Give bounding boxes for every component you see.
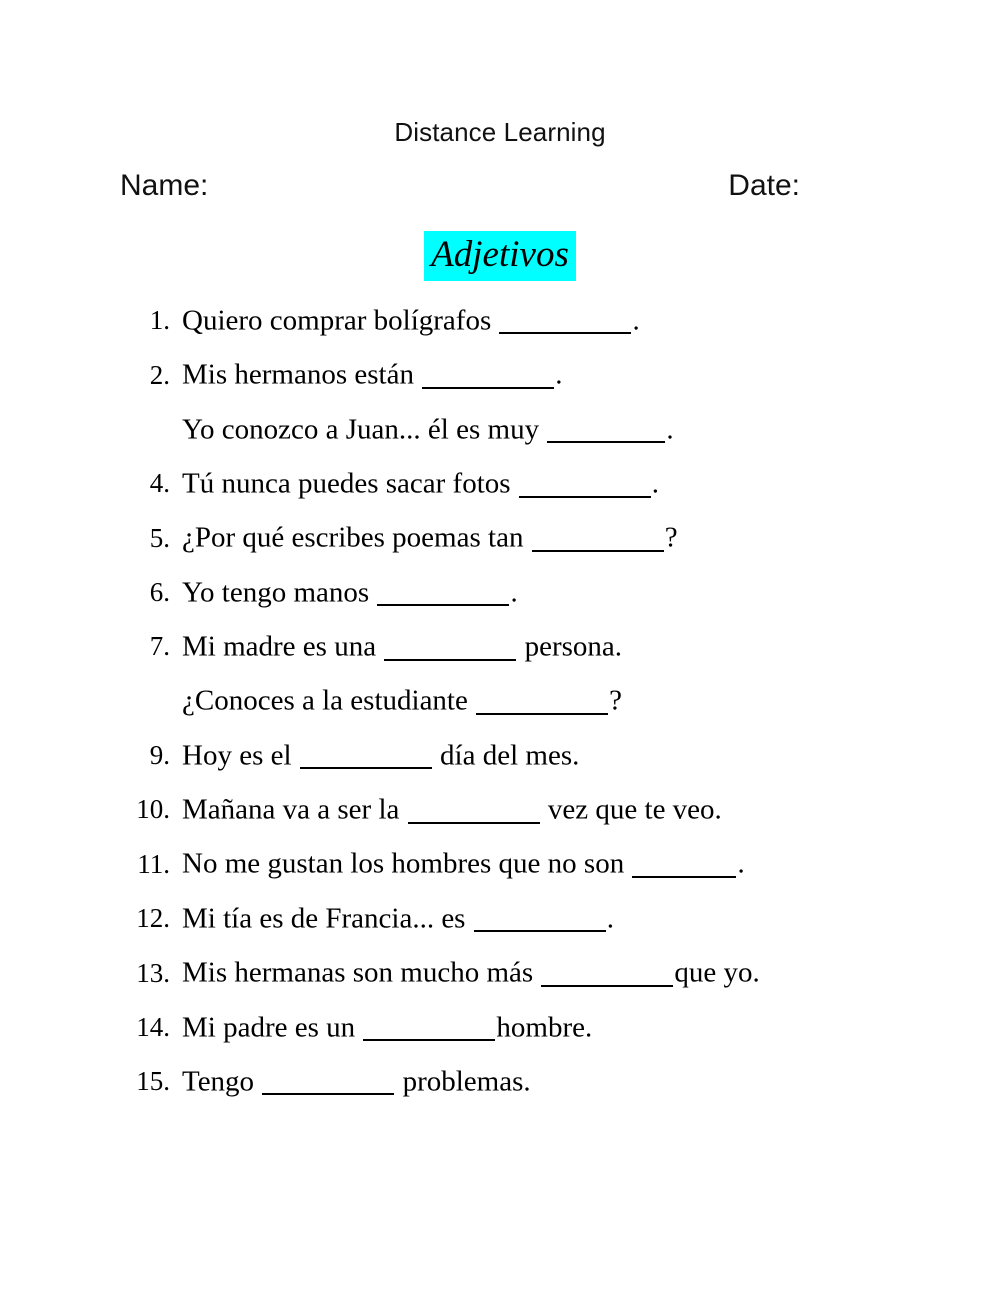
- answer-blank[interactable]: [547, 412, 665, 444]
- question-text-before-blank: Mi tía es de Francia... es: [182, 902, 473, 935]
- question-item: [0, 466, 1000, 498]
- question-text-before-blank: Mi madre es una: [182, 630, 384, 663]
- question-text-before-blank: ¿Por qué escribes poemas tan: [182, 521, 531, 554]
- title-container: [0, 231, 1000, 281]
- question-text-before-blank: Yo tengo manos: [182, 576, 377, 608]
- question-item: [0, 303, 1000, 335]
- question-number: 6.: [149, 577, 170, 607]
- question-text-before-blank: Mis hermanas son mucho más: [182, 956, 541, 989]
- question-number: 7.: [149, 631, 170, 662]
- question-text: [170, 792, 722, 824]
- question-text-before-blank: Mañana va a ser la: [182, 793, 407, 826]
- answer-blank[interactable]: [532, 520, 664, 552]
- question-text-before-blank: Tengo: [182, 1065, 262, 1098]
- question-item: [0, 412, 1000, 444]
- question-text: [170, 683, 622, 715]
- question-text-after-blank: .: [737, 847, 745, 880]
- question-text-after-blank: ?: [664, 521, 678, 554]
- question-list: [0, 303, 1000, 1096]
- date-field-label: Date:: [728, 168, 800, 202]
- question-text-after-blank: .: [555, 358, 563, 391]
- question-text: [170, 1010, 592, 1042]
- question-item: [0, 1064, 1000, 1096]
- answer-blank[interactable]: [474, 901, 606, 933]
- question-text-before-blank: Mi padre es un: [182, 1010, 363, 1043]
- question-number: 9.: [149, 740, 170, 771]
- question-number: 15.: [136, 1066, 170, 1097]
- question-text: [170, 575, 518, 607]
- answer-blank[interactable]: [384, 629, 516, 661]
- question-number: 5.: [149, 522, 170, 553]
- question-text-after-blank: vez que te veo.: [540, 793, 722, 826]
- question-item: [0, 520, 1000, 552]
- question-text: [170, 955, 760, 987]
- question-number: 4.: [149, 468, 170, 499]
- worksheet-title: Adjetivos: [424, 231, 576, 281]
- question-number: 14.: [136, 1011, 170, 1042]
- question-text-after-blank: que yo.: [674, 956, 760, 989]
- question-number: 13.: [136, 957, 170, 988]
- question-text: [170, 412, 674, 444]
- question-text: [170, 303, 640, 335]
- question-text-after-blank: persona.: [517, 630, 623, 663]
- question-text-after-blank: día del mes.: [432, 739, 580, 772]
- answer-blank[interactable]: [422, 357, 554, 389]
- answer-blank[interactable]: [300, 738, 432, 770]
- answer-blank[interactable]: [363, 1010, 495, 1042]
- answer-blank[interactable]: [377, 575, 509, 607]
- question-text-before-blank: ¿Conoces a la estudiante: [182, 684, 476, 717]
- question-text: [170, 846, 745, 878]
- question-item: [0, 901, 1000, 933]
- question-text-before-blank: Yo conozco a Juan... él es muy: [182, 412, 547, 445]
- question-text-after-blank: .: [632, 304, 640, 337]
- answer-blank[interactable]: [519, 466, 651, 498]
- question-number: 11.: [137, 848, 170, 879]
- answer-blank[interactable]: [262, 1064, 394, 1096]
- question-number: 1.: [149, 305, 170, 336]
- answer-blank[interactable]: [408, 792, 540, 824]
- question-item: [0, 792, 1000, 824]
- question-item: [0, 575, 1000, 607]
- question-text: [170, 629, 622, 661]
- answer-blank[interactable]: [541, 955, 673, 987]
- question-text-after-blank: ?: [609, 684, 622, 717]
- question-text: [170, 738, 579, 770]
- question-text-after-blank: .: [651, 467, 660, 500]
- question-text: [170, 357, 562, 389]
- question-text-before-blank: Quiero comprar bolígrafos: [182, 304, 499, 337]
- question-text: [170, 901, 614, 933]
- question-text-after-blank: .: [606, 902, 614, 935]
- answer-blank[interactable]: [499, 303, 631, 335]
- question-item: [0, 683, 1000, 715]
- name-date-row: [0, 169, 1000, 203]
- question-text-after-blank: hombre.: [496, 1010, 593, 1043]
- question-text-after-blank: problemas.: [395, 1065, 531, 1098]
- name-field-label: Name:: [120, 168, 209, 202]
- question-item: [0, 955, 1000, 987]
- question-item: [0, 846, 1000, 878]
- question-number: 12.: [136, 903, 170, 934]
- question-item: [0, 629, 1000, 661]
- answer-blank[interactable]: [632, 846, 736, 878]
- question-item: [0, 738, 1000, 770]
- question-text-before-blank: No me gustan los hombres que no son: [182, 847, 632, 880]
- question-text-after-blank: .: [666, 412, 674, 445]
- question-text-before-blank: Tú nunca puedes sacar fotos: [182, 467, 518, 500]
- question-text-before-blank: Hoy es el: [182, 739, 299, 772]
- document-type-heading: Distance Learning: [394, 117, 606, 147]
- question-text: [170, 1064, 531, 1096]
- question-text-before-blank: Mis hermanos están: [182, 358, 422, 391]
- question-number: 2.: [149, 359, 170, 390]
- question-item: [0, 357, 1000, 389]
- question-number: 10.: [136, 794, 170, 825]
- question-text-after-blank: .: [510, 576, 518, 608]
- answer-blank[interactable]: [476, 683, 608, 715]
- question-item: [0, 1010, 1000, 1042]
- question-text: [170, 466, 659, 498]
- question-text: [170, 520, 678, 552]
